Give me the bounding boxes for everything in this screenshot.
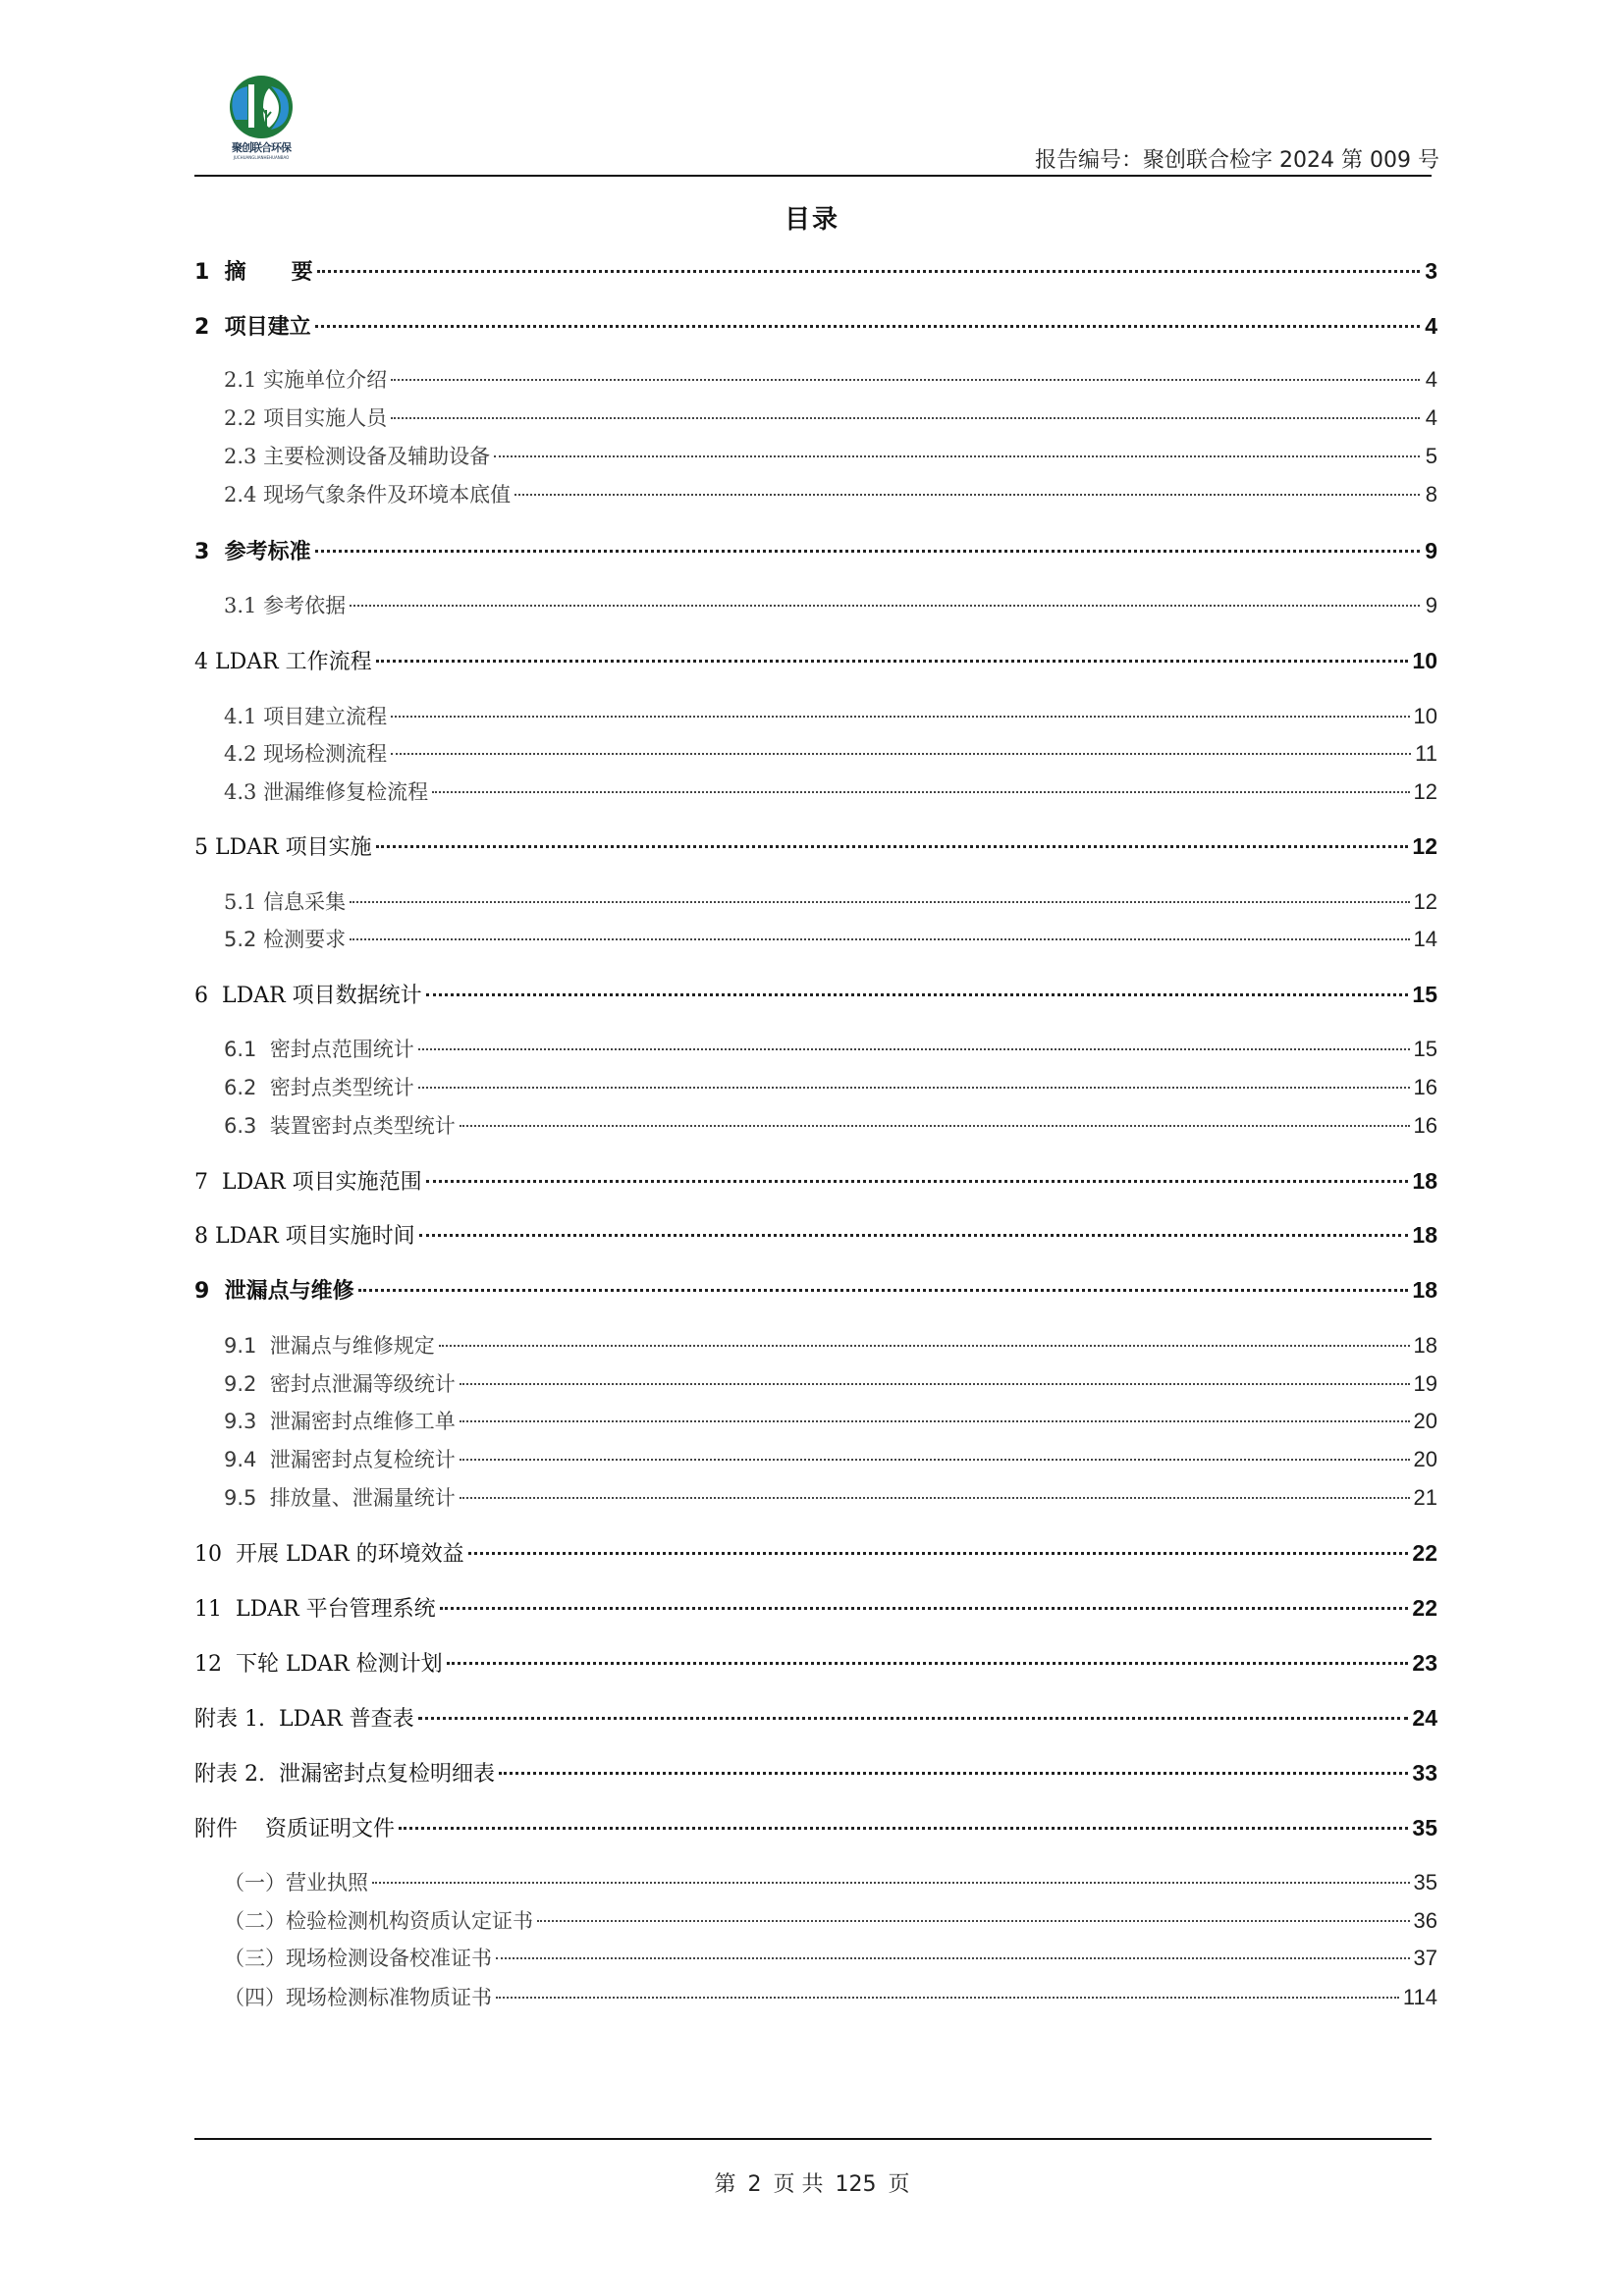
- toc-entry-label: 3.1 参考依据: [224, 594, 347, 617]
- toc-entry-label: 6.1 密封点范围统计: [224, 1038, 414, 1061]
- toc-subentry[interactable]: [224, 739, 1437, 769]
- toc-entry-label: 9.4 泄漏密封点复检统计: [224, 1448, 456, 1471]
- toc-entry-label: （一）营业执照: [224, 1871, 368, 1895]
- dot-leader: [426, 1180, 1409, 1183]
- dot-leader: [432, 791, 1409, 793]
- toc-entry[interactable]: [194, 1813, 1437, 1842]
- toc-entry-page-number: 23: [1412, 1650, 1437, 1676]
- dot-leader: [440, 1607, 1409, 1610]
- toc-subentry[interactable]: [224, 777, 1437, 807]
- toc-subentry[interactable]: [224, 1073, 1437, 1102]
- toc-entry-label: （三）现场检测设备校准证书: [224, 1947, 492, 1970]
- toc-subentry[interactable]: [224, 1111, 1437, 1141]
- toc-entry-label: （二）检验检测机构资质认定证书: [224, 1909, 533, 1933]
- toc-entry-page-number: 4: [1425, 313, 1437, 339]
- toc-entry-label: 4.3 泄漏维修复检流程: [224, 780, 429, 804]
- report-number: 报告编号：聚创联合检字 2024 第 009 号: [1035, 148, 1439, 173]
- toc-entry-page-number: 8: [1425, 482, 1437, 507]
- toc-entry[interactable]: [194, 1593, 1437, 1623]
- dot-leader: [315, 550, 1420, 553]
- dot-leader: [350, 901, 1409, 903]
- toc-entry-page-number: 12: [1412, 833, 1437, 859]
- dot-leader: [376, 660, 1409, 663]
- toc-entry-page-number: 16: [1413, 1113, 1437, 1138]
- toc-subentry[interactable]: [224, 702, 1437, 731]
- toc-entry-page-number: 37: [1413, 1946, 1437, 1970]
- toc-entry-label: 附表 2. 泄漏密封点复检明细表: [194, 1762, 495, 1787]
- toc-entry-label: 9.2 密封点泄漏等级统计: [224, 1372, 456, 1396]
- logo-emblem-icon: [224, 75, 298, 139]
- toc-entry-page-number: 24: [1412, 1705, 1437, 1731]
- toc-entry[interactable]: [194, 536, 1437, 565]
- toc-entry-label: 4 LDAR 工作流程: [194, 650, 372, 674]
- toc-subentry[interactable]: [224, 1035, 1437, 1064]
- toc-entry-page-number: 20: [1413, 1409, 1437, 1433]
- toc-entry-page-number: 9: [1425, 538, 1437, 563]
- toc-entry-page-number: 10: [1413, 704, 1437, 728]
- toc-entry-page-number: 15: [1413, 1037, 1437, 1061]
- dot-leader: [391, 379, 1420, 381]
- toc-entry-page-number: 12: [1413, 779, 1437, 804]
- dot-leader: [376, 845, 1409, 848]
- toc-entry[interactable]: [194, 1703, 1437, 1733]
- current-page-number: 2: [747, 2172, 762, 2197]
- logo-wordmark: 聚创联合环保: [232, 141, 291, 154]
- toc-entry-page-number: 4: [1425, 367, 1437, 392]
- toc-entry-page-number: 9: [1425, 593, 1437, 617]
- toc-entry-page-number: 21: [1413, 1485, 1437, 1510]
- dot-leader: [537, 1920, 1410, 1922]
- footer-divider: [194, 2138, 1432, 2140]
- toc-entry-page-number: 19: [1413, 1371, 1437, 1396]
- toc-subentry[interactable]: [224, 887, 1437, 917]
- toc-entry[interactable]: [194, 1166, 1437, 1196]
- dot-leader: [418, 1717, 1409, 1720]
- dot-leader: [418, 1087, 1410, 1089]
- toc-entry-label: 7 LDAR 项目实施范围: [194, 1170, 422, 1195]
- dot-leader: [496, 1997, 1399, 1999]
- toc-entry-page-number: 14: [1413, 927, 1437, 951]
- toc-entry-page-number: 114: [1402, 1985, 1437, 2009]
- toc-entry-page-number: 10: [1412, 648, 1437, 673]
- dot-leader: [391, 716, 1409, 718]
- dot-leader: [391, 417, 1420, 419]
- toc-entry-page-number: 16: [1413, 1075, 1437, 1099]
- page-footer: [0, 2167, 1624, 2198]
- toc-entry-label: 2.3 主要检测设备及辅助设备: [224, 445, 491, 468]
- toc-subentry[interactable]: [224, 480, 1437, 509]
- toc-entry-page-number: 22: [1412, 1595, 1437, 1621]
- toc-entry-label: 9 泄漏点与维修: [194, 1279, 354, 1304]
- toc-entry-label: 5 LDAR 项目实施: [194, 835, 372, 860]
- toc-entry-label: 11 LDAR 平台管理系统: [194, 1597, 436, 1622]
- toc-subentry[interactable]: [224, 1906, 1437, 1936]
- toc-entry[interactable]: [194, 831, 1437, 861]
- dot-leader: [460, 1383, 1410, 1385]
- toc-entry-page-number: 18: [1413, 1333, 1437, 1358]
- toc-entry[interactable]: [194, 311, 1437, 341]
- toc-entry[interactable]: [194, 256, 1437, 286]
- toc-subentry[interactable]: [224, 1407, 1437, 1436]
- toc-subentry[interactable]: [224, 403, 1437, 433]
- toc-entry-label: 6.2 密封点类型统计: [224, 1076, 414, 1099]
- dot-leader: [494, 455, 1420, 457]
- dot-leader: [315, 325, 1420, 328]
- toc-entry[interactable]: [194, 1648, 1437, 1678]
- footer-suffix: 页: [888, 2172, 910, 2197]
- dot-leader: [447, 1662, 1409, 1665]
- toc-title: 目录: [784, 205, 839, 235]
- toc-entry[interactable]: [194, 1538, 1437, 1568]
- toc-entry[interactable]: [194, 980, 1437, 1009]
- toc-entry-label: 9.5 排放量、泄漏量统计: [224, 1486, 456, 1510]
- dot-leader: [358, 1289, 1409, 1292]
- toc-entry-label: 9.1 泄漏点与维修规定: [224, 1334, 435, 1358]
- dot-leader: [460, 1420, 1410, 1422]
- toc-entry-page-number: 18: [1412, 1222, 1437, 1248]
- dot-leader: [372, 1882, 1410, 1884]
- dot-leader: [350, 605, 1420, 607]
- dot-leader: [399, 1827, 1408, 1830]
- toc-entry[interactable]: [194, 646, 1437, 675]
- toc-entry-page-number: 35: [1412, 1815, 1437, 1841]
- toc-entry-label: 1 摘 要: [194, 260, 313, 285]
- toc-subentry[interactable]: [224, 1331, 1437, 1361]
- toc-subentry[interactable]: [224, 1983, 1437, 2012]
- toc-entry-label: 2.2 项目实施人员: [224, 406, 388, 430]
- toc-subentry[interactable]: [224, 365, 1437, 395]
- toc-entry-page-number: 20: [1413, 1447, 1437, 1471]
- header-divider: [194, 175, 1432, 177]
- company-logo: [224, 75, 298, 165]
- toc-entry-label: 6.3 装置密封点类型统计: [224, 1114, 456, 1138]
- dot-leader: [514, 494, 1420, 496]
- toc-subentry[interactable]: [224, 1369, 1437, 1399]
- dot-leader: [391, 753, 1411, 755]
- toc-entry[interactable]: [194, 1758, 1437, 1788]
- toc-entry-label: 5.1 信息采集: [224, 890, 347, 914]
- toc-entry-label: 4.2 现场检测流程: [224, 742, 388, 766]
- toc-entry-page-number: 3: [1425, 258, 1437, 284]
- footer-middle: 页 共: [773, 2172, 824, 2197]
- toc-subentry[interactable]: [224, 591, 1437, 620]
- toc-subentry[interactable]: [224, 925, 1437, 954]
- toc-entry-page-number: 18: [1412, 1277, 1437, 1303]
- toc-entry-page-number: 22: [1412, 1540, 1437, 1566]
- toc-entry-label: 3 参考标准: [194, 540, 311, 564]
- footer-prefix: 第: [714, 2172, 736, 2197]
- total-pages: 125: [835, 2172, 877, 2197]
- dot-leader: [460, 1125, 1410, 1127]
- dot-leader: [499, 1772, 1408, 1775]
- toc-entry-label: 9.3 泄漏密封点维修工单: [224, 1410, 456, 1433]
- toc-entry-label: 4.1 项目建立流程: [224, 705, 388, 728]
- toc-subentry[interactable]: [224, 1944, 1437, 1973]
- dot-leader: [418, 1048, 1410, 1050]
- toc-entry-page-number: 18: [1412, 1168, 1437, 1194]
- toc-entry-label: 附表 1. LDAR 普查表: [194, 1707, 414, 1732]
- dot-leader: [460, 1459, 1410, 1461]
- toc-entry-label: 8 LDAR 项目实施时间: [194, 1224, 415, 1249]
- toc-entry-page-number: 33: [1412, 1760, 1437, 1786]
- dot-leader: [460, 1497, 1410, 1499]
- toc-entry-page-number: 35: [1413, 1870, 1437, 1895]
- toc-entry-page-number: 36: [1413, 1908, 1437, 1933]
- dot-leader: [317, 270, 1420, 273]
- toc-subentry[interactable]: [224, 442, 1437, 471]
- toc-entry-page-number: 11: [1415, 741, 1437, 766]
- toc-entry-label: （四）现场检测标准物质证书: [224, 1986, 492, 2009]
- toc-entry[interactable]: [194, 1275, 1437, 1305]
- toc-entry-page-number: 5: [1425, 444, 1437, 468]
- toc-entry-label: 2.4 现场气象条件及环境本底值: [224, 483, 512, 507]
- toc-subentry[interactable]: [224, 1483, 1437, 1513]
- dot-leader: [496, 1957, 1410, 1959]
- dot-leader: [439, 1345, 1410, 1347]
- toc-subentry[interactable]: [224, 1445, 1437, 1474]
- toc-entry-label: 12 下轮 LDAR 检测计划: [194, 1652, 443, 1677]
- dot-leader: [426, 993, 1409, 996]
- toc-entry[interactable]: [194, 1220, 1437, 1250]
- toc-subentry[interactable]: [224, 1868, 1437, 1897]
- toc-entry-page-number: 12: [1413, 889, 1437, 914]
- toc-entry-label: 附件 资质证明文件: [194, 1817, 395, 1842]
- logo-subtext: JUCHUANGLIANHEHUANBAO: [233, 155, 290, 160]
- toc-entry-page-number: 4: [1425, 405, 1437, 430]
- toc-entry-page-number: 15: [1412, 982, 1437, 1007]
- toc-entry-label: 2 项目建立: [194, 315, 311, 340]
- toc-entry-label: 2.1 实施单位介绍: [224, 368, 388, 392]
- dot-leader: [468, 1552, 1409, 1555]
- toc-entry-label: 5.2 检测要求: [224, 928, 347, 951]
- dot-leader: [419, 1234, 1409, 1237]
- toc-entry-label: 10 开展 LDAR 的环境效益: [194, 1542, 464, 1567]
- toc-entry-label: 6 LDAR 项目数据统计: [194, 984, 422, 1008]
- dot-leader: [350, 938, 1409, 940]
